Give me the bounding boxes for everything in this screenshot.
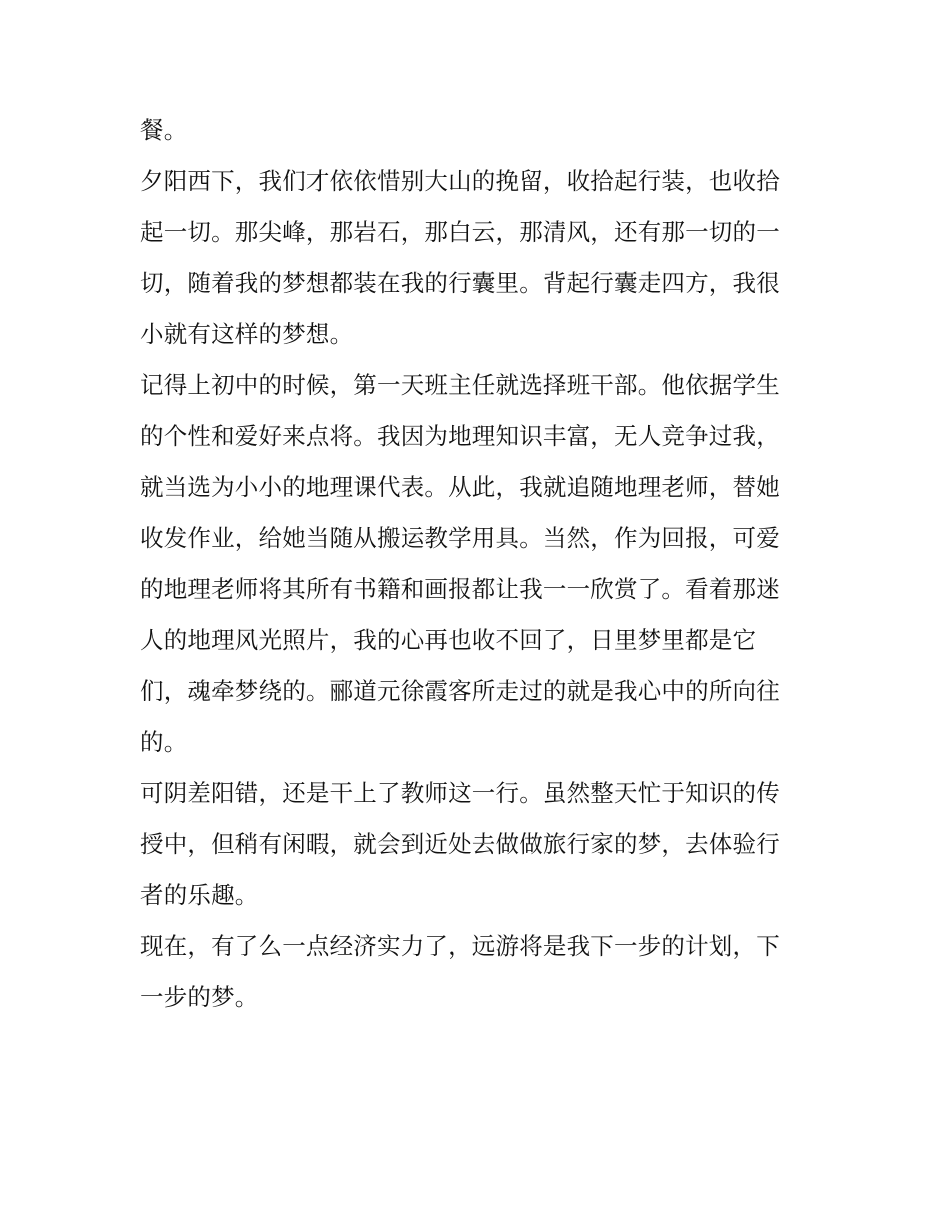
text-line: 可阴差阳错，还是干上了教师这一行。虽然整天忙于知识的传 — [140, 779, 780, 807]
text-line: 夕阳西下，我们才依依惜别大山的挽留，收拾起行装，也收拾 — [140, 167, 780, 195]
text-line: 的地理老师将其所有书籍和画报都让我一一欣赏了。看着那迷 — [140, 575, 780, 603]
text-line: 们，魂牵梦绕的。郦道元徐霞客所走过的就是我心中的所向往 — [140, 677, 780, 705]
text-line: 人的地理风光照片，我的心再也收不回了，日里梦里都是它 — [140, 626, 757, 654]
text-line: 的。 — [140, 728, 188, 756]
text-line: 切，随着我的梦想都装在我的行囊里。背起行囊走四方，我很 — [140, 269, 780, 297]
text-line: 小就有这样的梦想。 — [140, 320, 354, 348]
text-line: 现在，有了么一点经济实力了，远游将是我下一步的计划，下 — [140, 932, 780, 960]
text-line: 餐。 — [140, 116, 188, 144]
text-line: 收发作业，给她当随从搬运教学用具。当然，作为回报，可爱 — [140, 524, 780, 552]
text-line: 授中，但稍有闲暇，就会到近处去做做旅行家的梦，去体验行 — [140, 830, 780, 858]
text-line: 者的乐趣。 — [140, 881, 259, 909]
text-line: 记得上初中的时候，第一天班主任就选择班干部。他依据学生 — [140, 371, 780, 399]
text-line: 一步的梦。 — [140, 983, 259, 1011]
text-line: 的个性和爱好来点将。我因为地理知识丰富，无人竞争过我， — [140, 422, 780, 450]
text-line: 就当选为小小的地理课代表。从此，我就追随地理老师，替她 — [140, 473, 780, 501]
essay-text — [140, 105, 820, 1023]
text-line: 起一切。那尖峰，那岩石，那白云，那清风，还有那一切的一 — [140, 218, 780, 246]
